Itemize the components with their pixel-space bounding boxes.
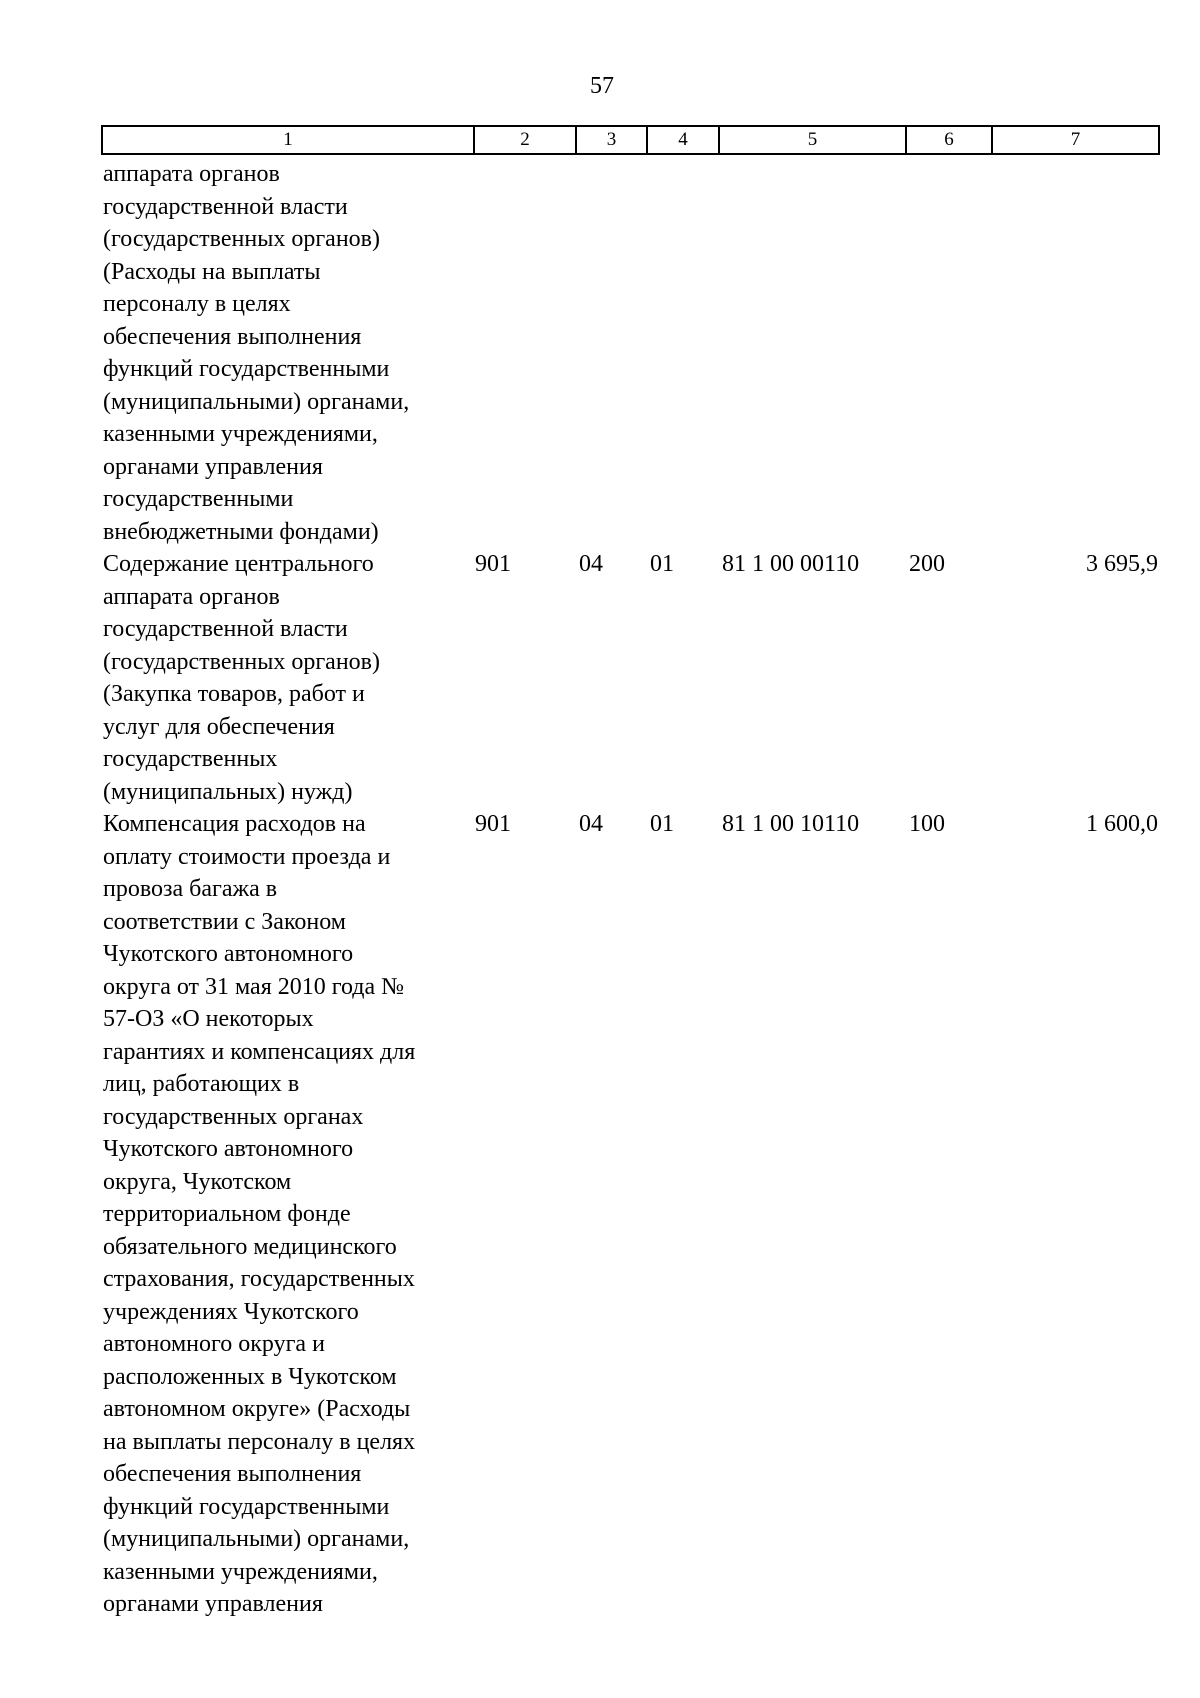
header-col-6: 6 [906,126,992,154]
header-col-2: 2 [474,126,576,154]
row-type: 100 [909,811,945,837]
row-type [905,158,991,548]
header-row [102,126,1159,154]
row-grbs: 901 [475,811,511,837]
table-row [101,548,1158,808]
row-section: 04 [579,811,603,837]
header-col-5: 5 [719,126,906,154]
row-amount: 1 600,0 [1086,811,1158,837]
page-number: 57 [590,73,614,99]
row-grbs: 901 [475,551,511,577]
table-row [101,808,1158,1621]
header-col-7: 7 [992,126,1159,154]
row-amount: 3 695,9 [1086,551,1158,577]
row-section: 04 [579,551,603,577]
header-col-3: 3 [576,126,647,154]
header-col-1: 1 [102,126,474,154]
row-target: 81 1 00 00110 [722,551,860,577]
row-amount [991,158,1158,548]
header-col-4: 4 [647,126,719,154]
row-subsection [646,158,718,548]
row-target [718,158,905,548]
table-header [101,125,1160,155]
row-subsection: 01 [650,811,674,837]
row-name: аппарата органов государственной власти (государственных органов) (Расходы на выплаты персоналу в целях обеспечения выполнения функций государственными (муниципальными) органами, казенными учреждениями, органами управления государственными внебюджетными фондами) [103,161,410,545]
row-name: Содержание центрального аппарата органов государственной власти (государственных органов) (Закупка товаров, работ и услуг для обеспечения государственных (муниципальных) нужд) [103,551,380,805]
row-subsection: 01 [650,551,674,577]
row-type: 200 [909,551,945,577]
budget-table [101,158,1158,1621]
row-target: 81 1 00 10110 [722,811,860,837]
row-name: Компенсация расходов на оплату стоимости проезда и провоза багажа в соответствии с Законом Чукотского автономного округа от 31 мая 2010 года № 57-ОЗ «О некоторых гарантиях и компенсациях для лиц, работающих в государственных органах Чукотского автономного округа, Чукотском территориальном фонде обязательного медицинского страхования, государственных учреждениях Чукотского автономного округа и расположенных в Чукотском автономном округе» (Расходы на выплаты персоналу в целях обеспечения выполнения функций государственными (муниципальными) органами, казенными учреждениями, органами управления [103,811,416,1617]
row-section [575,158,646,548]
table-row [101,158,1158,548]
row-grbs [473,158,575,548]
